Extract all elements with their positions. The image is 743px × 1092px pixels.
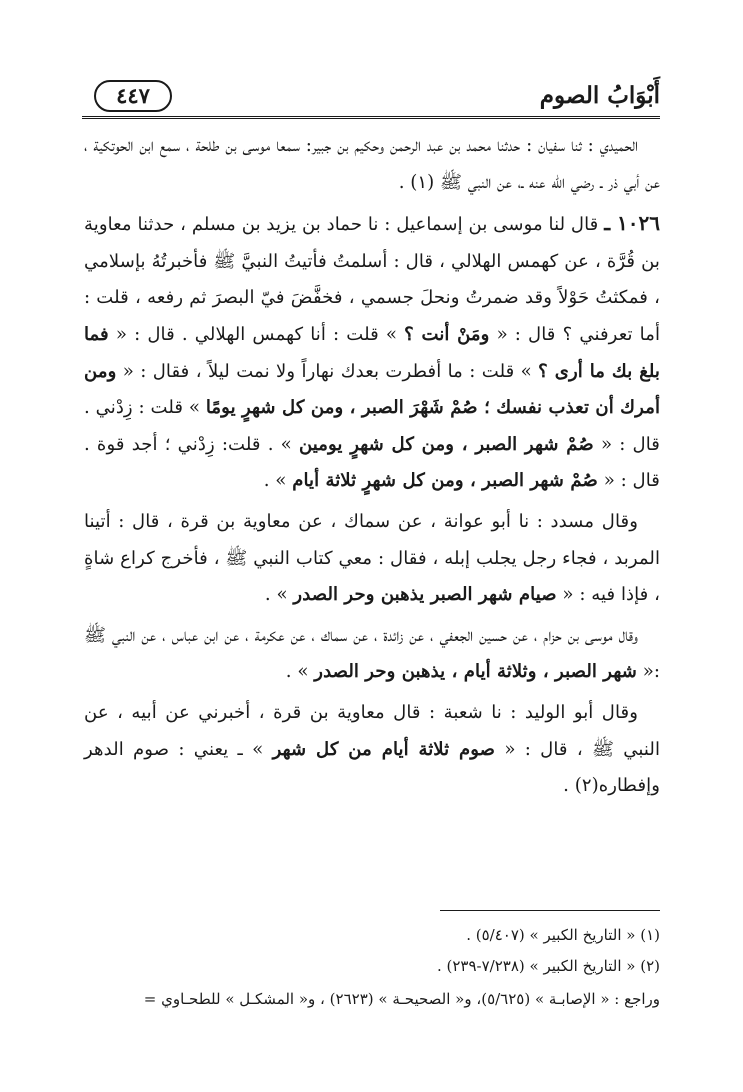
footnote-divider: [440, 910, 660, 911]
hadith-number: ١٠٢٦ ـ: [604, 211, 661, 236]
paragraph-humaidi: الحميدي : ثنا سفيان : حدثنا محمد بن عبد الرحمن وحكيم بن جبير: سمعا موسى بن طلحة ، سمع ابن الحوتكية ، عن أبي ذر ـ رضي الله عنه ـ، عن النبي ﷺ (١) .: [84, 135, 660, 193]
bold-quote: صوم ثلاثة أيام من كل شهر: [272, 738, 496, 760]
paragraph-musa-ibn-hizam: وقال موسى بن حزام ، عن حسين الجعفي ، عن زائدة ، عن سماك ، عن عكرمة ، عن ابن عباس ، عن النبي ﷺ :« شهر الصبر ، وثلاثة أيام ، يذهبن وحر الصدر » .: [84, 624, 660, 683]
paragraph-abu-al-walid: وقال أبو الوليد : نا شعبة : قال معاوية بن قرة ، أخبرني عن أبيه ، عن النبي ﷺ ، قال : « صوم ثلاثة أيام من كل شهر » ـ يعني : صوم الدهر وإفطاره(٢) .: [84, 701, 660, 797]
hadith-1026: ١٠٢٦ ـ قال لنا موسى بن إسماعيل : نا حماد بن يزيد بن مسلم ، حدثنا معاوية بن قُرَّة ، عن كهمس الهلالي ، قال : أسلمتُ فأتيتُ النبيَّ ﷺ فأخبرتُهُ بإسلامي ، فمكثتُ حَوْلاً وقد ضمرتُ ونحلَ جسمي ، فخفَّضَ فيّ البصرَ ثم رفعه ، قلت : أما تعرفني ؟ قال : « ومَنْ أنت ؟ » قلت : أنا كهمس الهلالي . قال : « فما بلغ بك ما أرى ؟ » قلت : ما أفطرت بعدك نهاراً ولا نمت ليلاً ، فقال : « ومن أمرك أن تعذب نفسك ؛ صُمْ شَهْرَ الصبر ، ومن كل شهرٍ يومًا » قلت : زِدْني . قال : « صُمْ شهر الصبر ، ومن كل شهرٍ يومين » . قلت: زِدْني ؛ أجد قوة . قال : « صُمْ شهر الصبر ، ومن كل شهرٍ ثلاثة أيام » .: [84, 211, 661, 492]
bold-quote: صُمْ شهر الصبر ، ومن كل شهرٍ ثلاثة أيام: [292, 470, 598, 492]
bold-quote: صُمْ شهر الصبر ، ومن كل شهرٍ يومين: [298, 433, 594, 455]
bold-quote: ومَنْ أنت ؟: [404, 323, 490, 345]
header-divider: [82, 113, 660, 119]
bold-quote: فما بلغ بك ما أرى ؟: [84, 323, 660, 382]
chapter-title: أَبْوَابُ الصوم: [539, 82, 660, 109]
page-body: [84, 128, 660, 805]
footnotes: [84, 920, 660, 1015]
footnote-2: (٢) « التاريخ الكبير » (٧/٢٣٨-٢٣٩) .: [436, 957, 660, 975]
footnote-1: (١) « التاريخ الكبير » (٥/٤٠٧) .: [466, 926, 660, 944]
page-number-badge: ٤٤٧: [94, 80, 172, 112]
page-header: [82, 76, 660, 116]
bold-quote: صيام شهر الصبر يذهبن وحر الصدر: [293, 584, 557, 606]
paragraph-musaddad: وقال مسدد : نا أبو عوانة ، عن سماك ، عن معاوية بن قرة ، قال : أتينا المربد ، فجاء رجل يجلب إبله ، فقال : معي كتاب النبي ﷺ ، فأخرج كراع شاةٍ ، فإذا فيه : « صيام شهر الصبر يذهبن وحر الصدر » .: [84, 510, 660, 606]
bold-quote: ومن أمرك أن تعذب نفسك ؛ صُمْ شَهْرَ الصبر ، ومن كل شهرٍ يومًا: [84, 360, 660, 419]
bold-quote: شهر الصبر ، وثلاثة أيام ، يذهبن وحر الصدر: [314, 661, 637, 683]
footnote-3: وراجع : « الإصابـة » (٥/٦٢٥)، و« الصحيحـة » (٢٦٢٣) ، و« المشكـل » للطحـاوي =: [143, 990, 660, 1008]
